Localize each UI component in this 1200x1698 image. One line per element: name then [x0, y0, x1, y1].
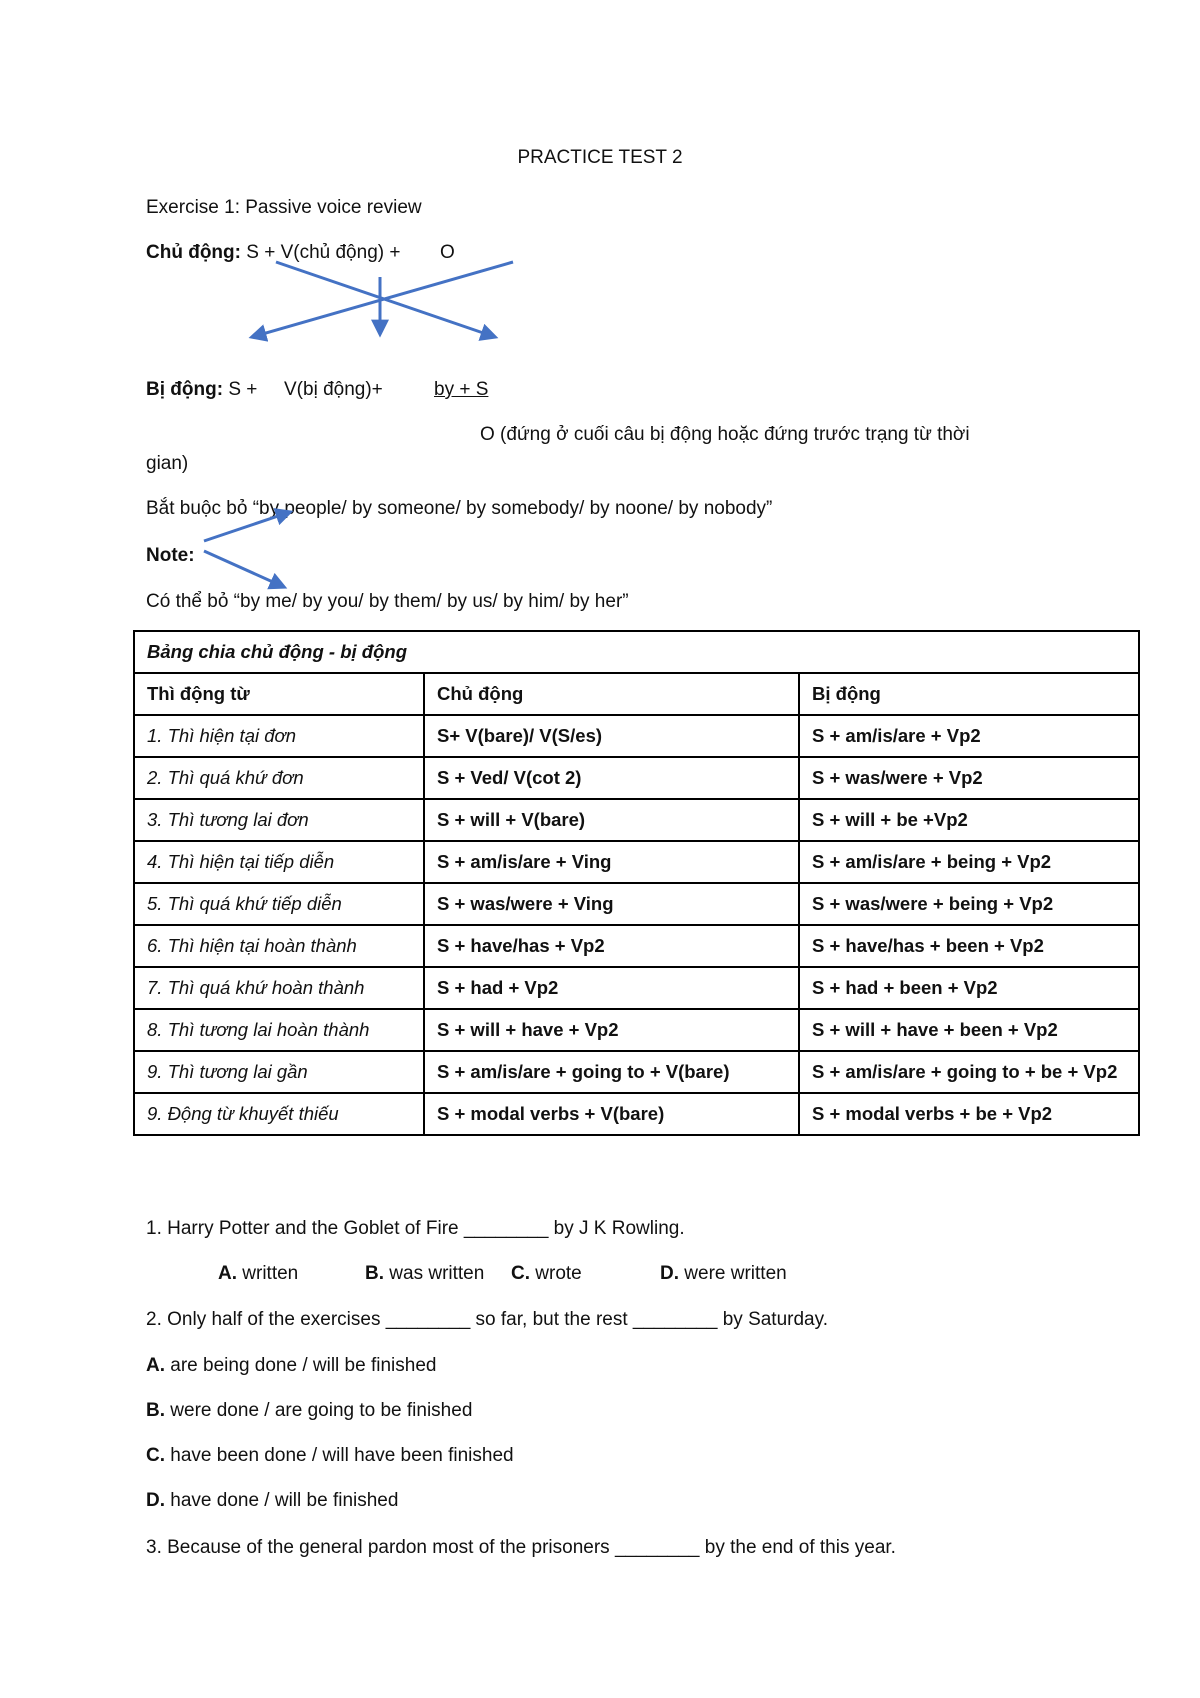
question-stem: 1. Harry Potter and the Goblet of Fire ________ by J K Rowling. — [146, 1218, 685, 1239]
passive-cell: S + modal verbs + be + Vp2 — [799, 1093, 1139, 1135]
passive-by-agent: by + S — [434, 379, 489, 400]
table-row — [134, 715, 1139, 757]
passive-verb: V(bị động)+ — [284, 379, 383, 400]
note-up-arrow — [204, 512, 290, 541]
tense-conversion-table — [133, 630, 1140, 1136]
answer-option[interactable] — [365, 1263, 484, 1285]
header-passive: Bị động — [799, 673, 1139, 715]
tense-cell: 5. Thì quá khứ tiếp diễn — [134, 883, 424, 925]
option-letter: C. — [511, 1263, 530, 1284]
passive-cell: S + have/has + been + Vp2 — [799, 925, 1139, 967]
tense-cell: 8. Thì tương lai hoàn thành — [134, 1009, 424, 1051]
tense-cell: 6. Thì hiện tại hoàn thành — [134, 925, 424, 967]
table-row — [134, 967, 1139, 1009]
active-cell: S + had + Vp2 — [424, 967, 799, 1009]
must-omit-note: Bắt buộc bỏ “by people/ by someone/ by somebody/ by noone/ by nobody” — [146, 498, 773, 519]
tense-cell: 1. Thì hiện tại đơn — [134, 715, 424, 757]
header-tense: Thì động từ — [134, 673, 424, 715]
passive-cell: S + am/is/are + going to + be + Vp2 — [799, 1051, 1139, 1093]
object-note-line1: O (đứng ở cuối câu bị động hoặc đứng trước trạng từ thời — [480, 424, 970, 445]
answer-option[interactable] — [146, 1445, 514, 1467]
active-cell: S+ V(bare)/ V(S/es) — [424, 715, 799, 757]
active-cell: S + am/is/are + Ving — [424, 841, 799, 883]
answer-option[interactable] — [146, 1355, 436, 1377]
active-cell: S + Ved/ V(cot 2) — [424, 757, 799, 799]
answer-option[interactable] — [511, 1263, 582, 1285]
passive-subject: S + — [228, 379, 258, 400]
tense-cell: 2. Thì quá khứ đơn — [134, 757, 424, 799]
option-text: written — [242, 1263, 299, 1284]
passive-cell: S + was/were + being + Vp2 — [799, 883, 1139, 925]
option-letter: A. — [146, 1355, 165, 1376]
passive-cell: S + was/were + Vp2 — [799, 757, 1139, 799]
active-cell: S + modal verbs + V(bare) — [424, 1093, 799, 1135]
option-letter: B. — [365, 1263, 384, 1284]
passive-cell: S + am/is/are + Vp2 — [799, 715, 1139, 757]
option-text: have done / will be finished — [170, 1490, 399, 1511]
active-structure: S + V(chủ động) + — [246, 242, 401, 263]
option-letter: B. — [146, 1400, 165, 1421]
active-cell: S + will + have + Vp2 — [424, 1009, 799, 1051]
table-row — [134, 883, 1139, 925]
option-text: wrote — [535, 1263, 582, 1284]
active-cell: S + have/has + Vp2 — [424, 925, 799, 967]
header-active: Chủ động — [424, 673, 799, 715]
active-cell: S + am/is/are + going to + V(bare) — [424, 1051, 799, 1093]
passive-cell: S + will + have + been + Vp2 — [799, 1009, 1139, 1051]
table-row — [134, 925, 1139, 967]
answer-option[interactable] — [146, 1400, 472, 1422]
active-cell: S + was/were + Ving — [424, 883, 799, 925]
table-row — [134, 1093, 1139, 1135]
tense-cell: 3. Thì tương lai đơn — [134, 799, 424, 841]
active-label: Chủ động: — [146, 242, 241, 263]
answer-option[interactable] — [146, 1490, 398, 1512]
option-text: was written — [389, 1263, 485, 1284]
table-caption: Bảng chia chủ động - bị động — [134, 631, 1139, 673]
passive-cell: S + am/is/are + being + Vp2 — [799, 841, 1139, 883]
object-note-line2: gian) — [146, 453, 189, 474]
option-letter: A. — [218, 1263, 237, 1284]
exercise-heading: Exercise 1: Passive voice review — [146, 197, 422, 218]
passive-cell: S + will + be +Vp2 — [799, 799, 1139, 841]
tense-cell: 7. Thì quá khứ hoàn thành — [134, 967, 424, 1009]
subject-to-by-arrow — [276, 262, 495, 337]
question-stem: 3. Because of the general pardon most of the prisoners ________ by the end of this year. — [146, 1537, 896, 1558]
active-object: O — [440, 242, 455, 263]
answer-option[interactable] — [218, 1263, 298, 1285]
table-row — [134, 1051, 1139, 1093]
note-label: Note: — [146, 545, 195, 566]
option-letter: D. — [660, 1263, 679, 1284]
tense-cell: 9. Động từ khuyết thiếu — [134, 1093, 424, 1135]
question-stem: 2. Only half of the exercises ________ so far, but the rest ________ by Saturday. — [146, 1309, 828, 1330]
passive-cell: S + had + been + Vp2 — [799, 967, 1139, 1009]
table-row — [134, 757, 1139, 799]
table-row — [134, 1009, 1139, 1051]
option-text: have been done / will have been finished — [170, 1445, 514, 1466]
active-cell: S + will + V(bare) — [424, 799, 799, 841]
answer-option[interactable] — [660, 1263, 787, 1285]
table-row — [134, 799, 1139, 841]
option-letter: C. — [146, 1445, 165, 1466]
may-omit-note: Có thể bỏ “by me/ by you/ by them/ by us/ by him/ by her” — [146, 591, 629, 612]
page-title: PRACTICE TEST 2 — [517, 147, 683, 168]
option-text: are being done / will be finished — [170, 1355, 437, 1376]
note-down-arrow — [204, 551, 284, 587]
option-text: were written — [684, 1263, 787, 1284]
tense-cell: 4. Thì hiện tại tiếp diễn — [134, 841, 424, 883]
tense-cell: 9. Thì tương lai gần — [134, 1051, 424, 1093]
passive-label: Bị động: — [146, 379, 224, 400]
option-text: were done / are going to be finished — [170, 1400, 473, 1421]
option-letter: D. — [146, 1490, 165, 1511]
table-row — [134, 841, 1139, 883]
